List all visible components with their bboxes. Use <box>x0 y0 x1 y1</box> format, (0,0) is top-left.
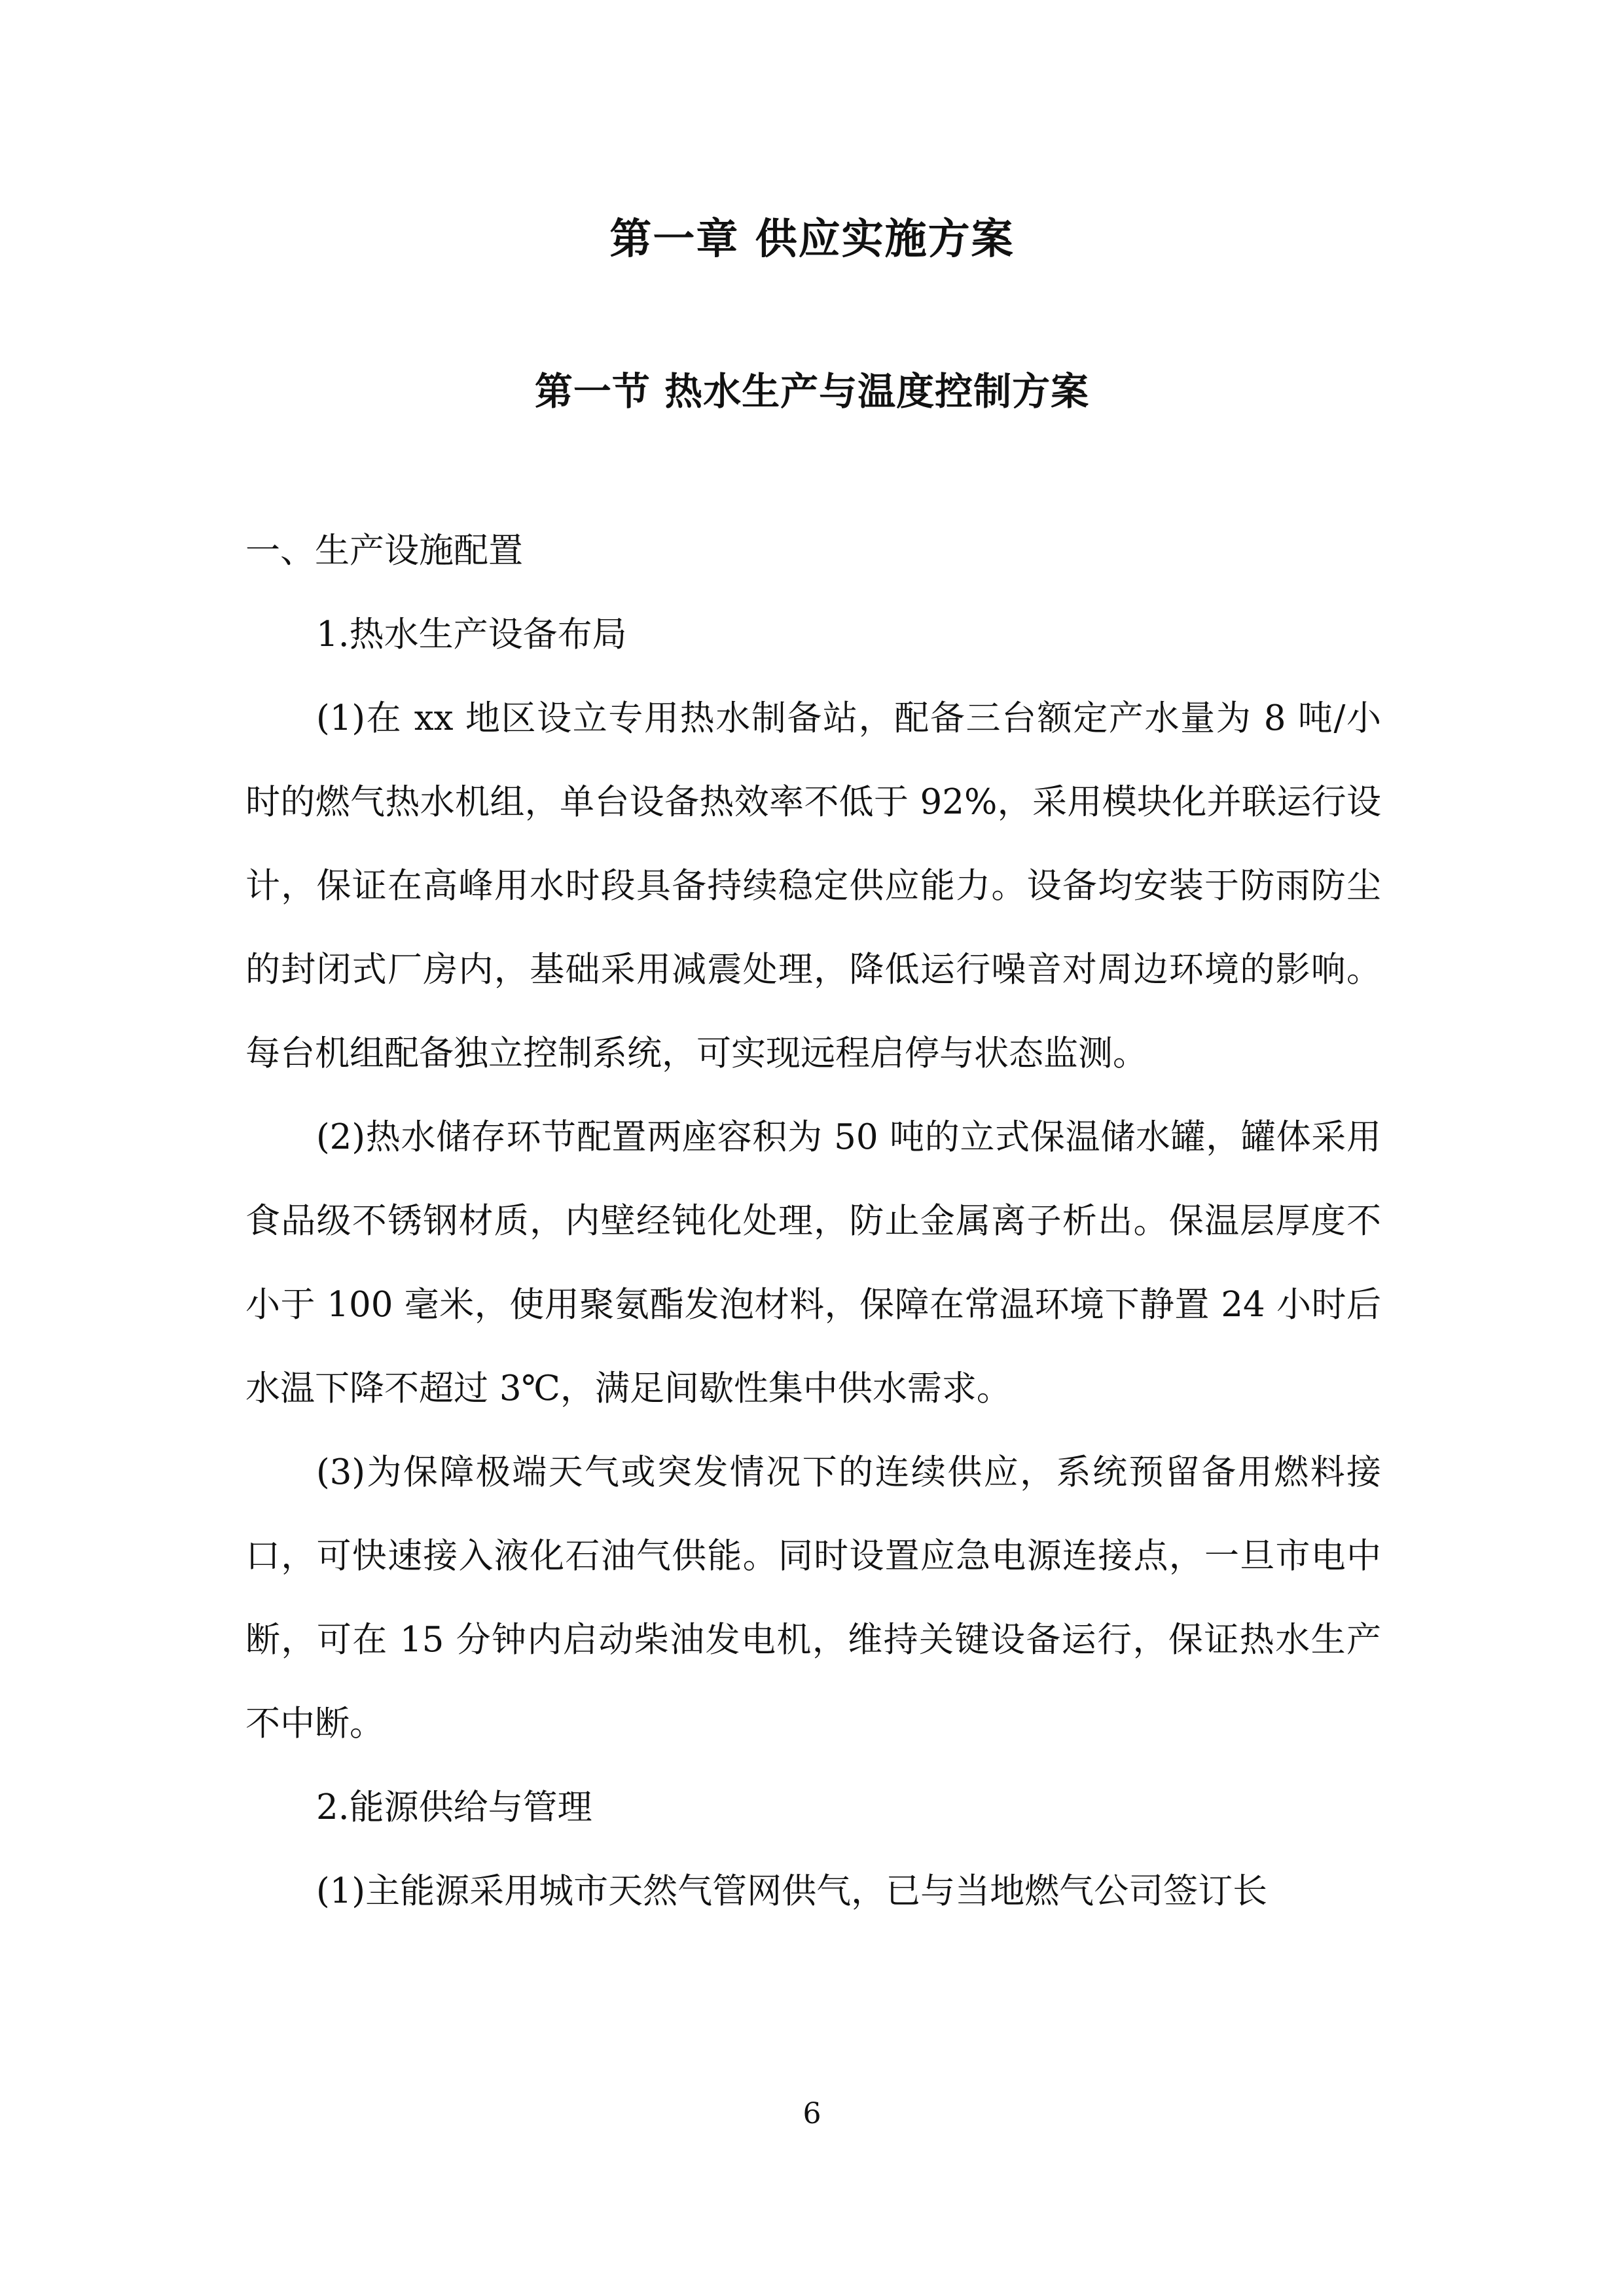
heading-production-facilities: 一、生产设施配置 <box>245 531 523 571</box>
chapter-title: 第一章 供应实施方案 <box>609 215 1015 264</box>
section-title: 第一节 热水生产与温度控制方案 <box>534 369 1090 414</box>
paragraph-1: (1)在 xx 地区设立专用热水制备站，配备三台额定产水量为 8 吨/小时的燃气热水机组，单台设备热效率不低于 92%，采用模块化并联运行设计，保证在高峰用水时段具备持续稳定供应能力。设备均安装于防雨防尘的封闭式厂房内，基础采用减震处理，降低运行噪音对周边环境的影响。每台机组配备独立控制系统，可实现远程启停与状态监测。 <box>245 698 1381 1073</box>
paragraph-3: (3)为保障极端天气或突发情况下的连续供应，系统预留备用燃料接口，可快速接入液化石油气供能。同时设置应急电源连接点，一旦市电中断，可在 15 分钟内启动柴油发电机，维持关键设备运行，保证热水生产不中断。 <box>245 1452 1381 1744</box>
heading-equipment-layout: 1.热水生产设备布局 <box>316 615 627 655</box>
paragraph-4: (1)主能源采用城市天然气管网供气，已与当地燃气公司签订长 <box>316 1871 1268 1911</box>
body-text <box>245 509 1381 1933</box>
paragraph-2: (2)热水储存环节配置两座容积为 50 吨的立式保温储水罐，罐体采用食品级不锈钢材质，内壁经钝化处理，防止金属离子析出。保温层厚度不小于 100 毫米，使用聚氨酯发泡材料，保障在常温环境下静置 24 小时后水温下降不超过 3℃，满足间歇性集中供水需求。 <box>245 1117 1381 1408</box>
page-number: 6 <box>803 2097 821 2130</box>
heading-energy-supply: 2.能源供给与管理 <box>316 1787 592 1827</box>
